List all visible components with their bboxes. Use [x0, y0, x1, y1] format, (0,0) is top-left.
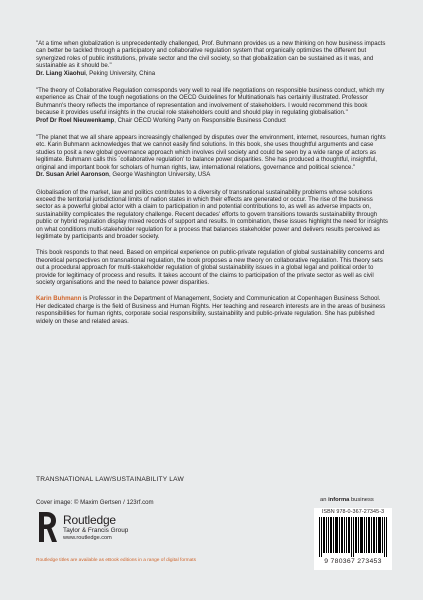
- barcode-digits: 9 780367 273453: [324, 558, 382, 565]
- endorsement-quote: [36, 87, 390, 124]
- quote-author: Dr. Liang Xiaohui: [36, 69, 86, 77]
- quote-affiliation: , Chair OECD Working Party on Responsible Business Conduct: [114, 116, 286, 124]
- quote-author: Prof Dr Roel Nieuwenkamp: [36, 116, 115, 124]
- quote-text: "The planet that we all share appears increasingly challenged by disputes over the environment, internet, resources, human rights etc. Karin Buhmann acknowledges that we cannot easily find solutions. In this book, she uses thoughtful arguments and case studies to posit a new global governance approach which involves civil society and could be seen by a wide range of actors as legitimate. Buhmann calls this `collaborative regulation' to balance power disparities. She has produced a thoughtful, insightful, original and important book for scholars of human rights, law, international relations, governance and political science.": [36, 134, 386, 171]
- quote-affiliation: , Peking University, China: [85, 69, 156, 77]
- endorsement-quote: [36, 40, 390, 77]
- cover-image-credit: Cover image: © Maxim Gertsen / 123rf.com: [36, 499, 154, 506]
- quote-attribution: [36, 117, 390, 124]
- routledge-logo-icon: [36, 510, 58, 544]
- blurb-paragraph: Globalisation of the market, law and politics contributes to a diversity of transnational sustainability problems whose solutions exceed the territorial jurisdictional limits of nation states in which their effects are generated or occur. The rise of the business sector as a powerful global actor with a claim to participation in and potential contributions to, as well as adverse impacts on, sustainability complicates the regulatory challenge. Recent decades' efforts to govern transitions towards sustainability through public or hybrid regulation display mixed records of support and results. In combination, these issues highlight the need for insights on what conditions multi-stakeholder regulation for a process that balances stakeholder power and delivers results perceived as legitimate by participants and broader society.: [36, 188, 388, 240]
- barcode-icon: [319, 517, 387, 557]
- quote-affiliation: , George Washington University, USA: [109, 171, 211, 179]
- publisher-name: Routledge: [63, 513, 116, 527]
- subject-category: TRANSNATIONAL LAW/SUSTAINABILITY LAW: [36, 476, 184, 483]
- informa-business-tag: [320, 497, 374, 503]
- author-bio: [36, 295, 390, 325]
- author-bio-text: is Professor in the Department of Management, Society and Communication at Copenhagen Business School. Her dedicated charge is the field of Business and Human Rights. Her teaching and research interests are in the areas of business responsibilities for human rights, corporate social responsibility, sustainability and public-private regulation. She has published widely on these and related areas.: [36, 295, 386, 325]
- cover-text-block: [36, 40, 390, 334]
- quote-author: Dr. Susan Ariel Aaronson: [36, 171, 110, 179]
- isbn-label: ISBN 978-0-367-27345-3: [321, 509, 385, 515]
- informa-name: informa: [328, 497, 350, 503]
- quote-attribution: [36, 171, 390, 178]
- quote-text: "The theory of Collaborative Regulation corresponds very well to real life negotiations on responsible business conduct, which my experience as Chair of the tough negotiations on the OECD Guidelines for Multinationals has certainly illustrated. Professor Buhmann's theory reflects the importance of representation and involvement of stakeholders. I would recommend this book because it provides useful insights in the crucial role stakeholders could and should play in regulating globalisation.": [36, 87, 385, 117]
- endorsement-quote: [36, 134, 390, 178]
- quote-attribution: [36, 70, 390, 77]
- publisher-url[interactable]: www.routledge.com: [63, 535, 112, 541]
- isbn-barcode: [314, 508, 392, 570]
- publisher-logo: [36, 510, 176, 544]
- quote-text: "At a time when globalization is unprecedentedly challenged, Prof. Buhmann provides us a new thinking on how business impacts can better be tackled through a participatory and collaborative regulation system that organically optimizes the different but synergized roles of public institutions, private sector and the civil society, so that globalization can be sustained as it was, and sustainable as it should be.": [36, 40, 386, 70]
- blurb-paragraph: This book responds to that need. Based on empirical experience on public-private regulation of global sustainability concerns and theoretical perspectives on transnational regulation, the book proposes a new theory on collaborative regulation. This theory sets out a procedural approach for multi-stakeholder regulation of global sustainability issues in a global legal and political order to provide for legitimacy of process and results. It takes account of the claims to participation of the private sector as well as civil society organisations and the need to balance power disparities.: [36, 249, 385, 286]
- publisher-group: Taylor & Francis Group: [63, 527, 129, 534]
- informa-prefix: an: [320, 497, 329, 503]
- informa-suffix: business: [349, 497, 374, 503]
- ebook-note: Routledge titles are available as eBook editions in a range of digital formats: [36, 558, 196, 563]
- author-name: Karin Buhmann: [36, 295, 82, 303]
- publisher-wordmark: [63, 514, 128, 542]
